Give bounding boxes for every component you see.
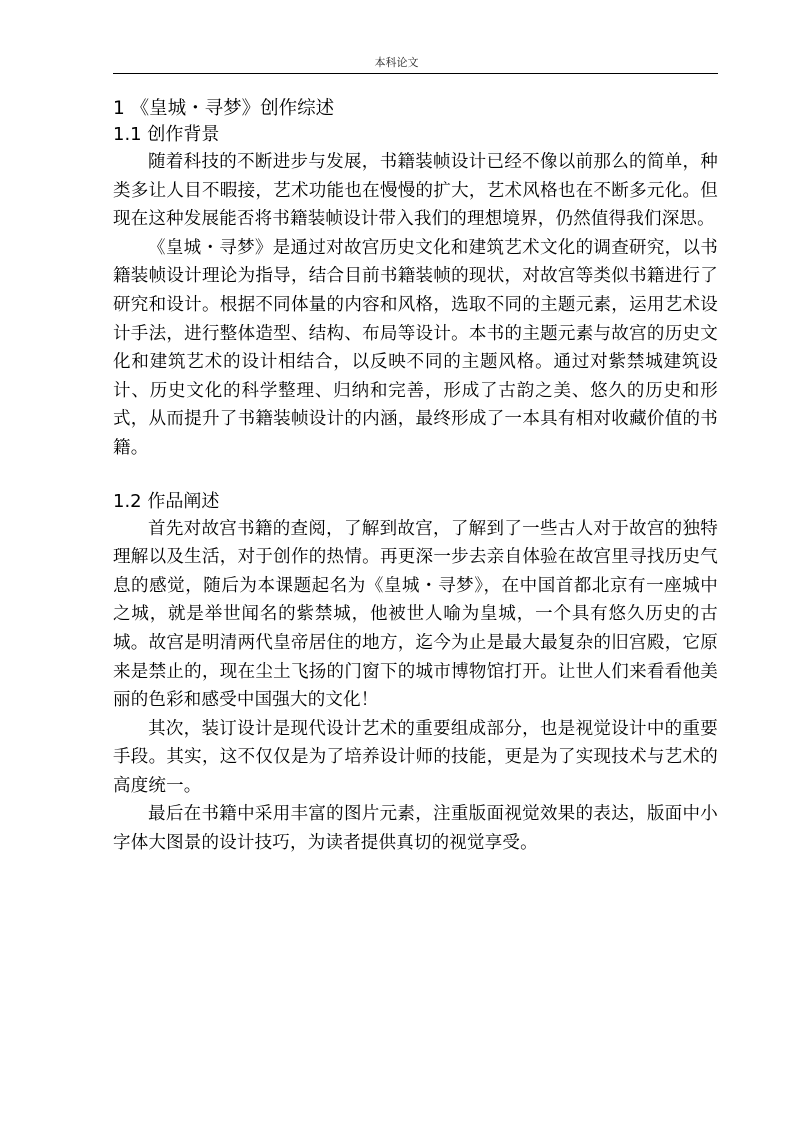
section-1-1-paragraph-2: 《皇城・寻梦》是通过对故宫历史文化和建筑艺术文化的调查研究，以书籍装帧设计理论为指导，结合目前书籍装帧的现状，对故宫等类似书籍进行了研究和设计。根据不同体量的内容和风格，选取不同的主题元素，运用艺术设计手法，进行整体造型、结构、布局等设计。本书的主题元素与故宫的历史文化和建筑艺术的设计相结合，以反映不同的主题风格。通过对紫禁城建筑设计、历史文化的科学整理、归纳和完善，形成了古韵之美、悠久的历史和形式，从而提升了书籍装帧设计的内涵，最终形成了一本具有相对收藏价值的书籍。 (113, 237, 718, 458)
section-1-2-paragraph-2: 其次，装订设计是现代设计艺术的重要组成部分，也是视觉设计中的重要手段。其实，这不仅仅是为了培养设计师的技能，更是为了实现技术与艺术的高度统一。 (113, 718, 718, 796)
section-1-2-paragraph-3: 最后在书籍中采用丰富的图片元素，注重版面视觉效果的表达，版面中小字体大图景的设计技巧，为读者提供真切的视觉享受。 (113, 804, 718, 854)
section-1-2-paragraph-1: 首先对故宫书籍的查阅，了解到故宫，了解到了一些古人对于故宫的独特理解以及生活，对于创作的热情。再更深一步去亲自体验在故宫里寻找历史气息的感觉，随后为本课题起名为《皇城・寻梦》，在中国首都北京有一座城中之城，就是举世闻名的紫禁城，他被世人喻为皇城，一个具有悠久历史的古城。故宫是明清两代皇帝居住的地方，迄今为止是最大最复杂的旧宫殿，它原来是禁止的，现在尘土飞扬的门窗下的城市博物馆打开。让世人们来看看他美丽的色彩和感受中国强大的文化！ (113, 518, 718, 711)
header-divider (113, 73, 718, 74)
section-1-heading: 1 《皇城・寻梦》创作综述 (113, 98, 335, 119)
section-spacer (113, 463, 718, 489)
page-header-title: 本科论文 (374, 56, 419, 69)
section-1-1-paragraph-1: 随着科技的不断进步与发展，书籍装帧设计已经不像以前那么的简单，种类多让人目不暇接，艺术功能也在慢慢的扩大，艺术风格也在不断多元化。但现在这种发展能否将书籍装帧设计带入我们的理想境界，仍然值得我们深思。 (113, 152, 718, 230)
section-1-2-heading: 1.2 作品阐述 (113, 490, 220, 512)
document-body (113, 96, 718, 858)
section-1-1-heading: 1.1 创作背景 (113, 124, 220, 145)
